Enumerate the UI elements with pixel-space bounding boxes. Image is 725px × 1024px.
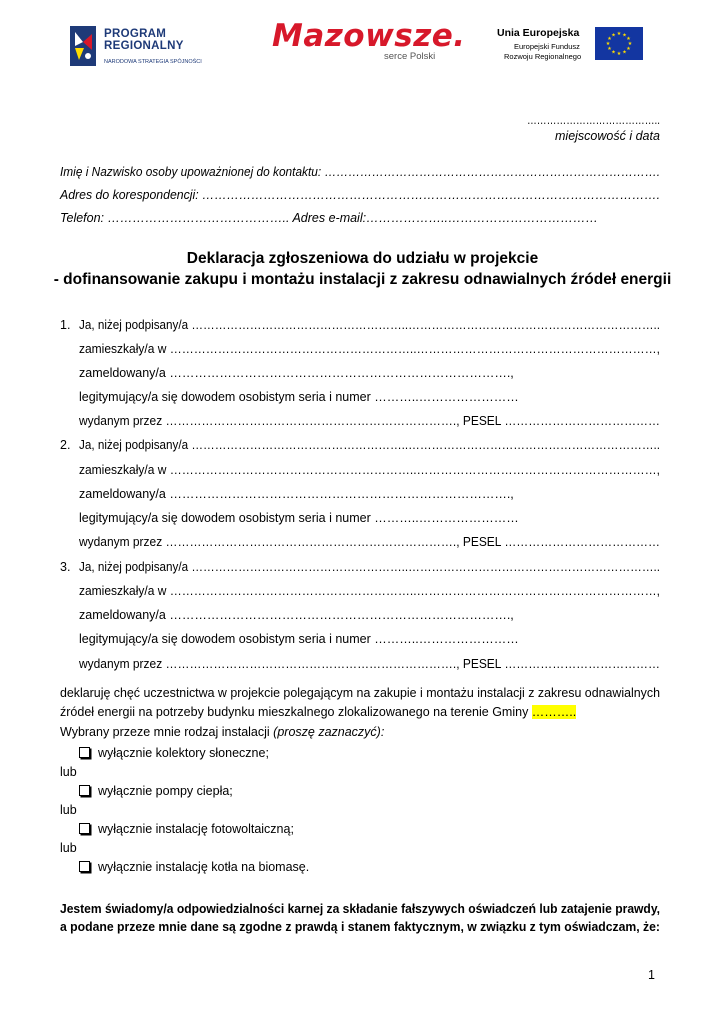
svg-text:★: ★ xyxy=(616,31,622,37)
page-title: Deklaracja zgłoszeniowa do udziału w projekcie xyxy=(186,250,539,267)
eu-fund-line-2: Rozwoju Regionalnego xyxy=(504,52,582,61)
svg-text:★: ★ xyxy=(622,49,627,56)
or-label: lub xyxy=(60,765,77,779)
svg-text:★: ★ xyxy=(605,41,611,47)
person-registered-field[interactable]: zameldowany/a ………………………………………………………………………., xyxy=(79,608,514,622)
person-signed-field[interactable]: Ja, niżej podpisany/a ………………………………………………..……………………………………………………….. xyxy=(79,318,660,332)
program-regionalny-emblem-icon xyxy=(70,26,96,66)
person-issued-pesel-field[interactable]: wydanym przez ………………………………………………………………., PESEL ………………………………… xyxy=(79,414,660,428)
person-resident-field[interactable]: zamieszkały/a w ……………………………………………………..……………………………………………………, xyxy=(79,342,660,356)
checkbox-icon[interactable] xyxy=(79,785,90,796)
person-number: 2. xyxy=(60,438,71,452)
contact-phone-email-field[interactable]: Telefon: …………………………………….. Adres e-mail:………………..……………………………… xyxy=(60,211,599,225)
option-heat-pumps[interactable] xyxy=(79,784,233,798)
person-id-field[interactable]: legitymujący/a się dowodem osobistym seria i numer ………..…………………… xyxy=(79,390,519,404)
svg-text:★: ★ xyxy=(607,36,612,42)
mazowsze-tagline: serce Polski xyxy=(384,51,436,62)
person-issued-pesel-field[interactable]: wydanym przez ………………………………………………………………., PESEL ………………………………… xyxy=(79,657,660,671)
contact-name-field[interactable]: Imię i Nazwisko osoby upoważnionej do kontaktu: …………………………………………………………………………. xyxy=(60,165,660,179)
svg-text:★: ★ xyxy=(611,49,616,56)
eu-flag-icon xyxy=(595,27,643,60)
option-solar-collectors[interactable] xyxy=(79,746,269,760)
checkbox-icon[interactable] xyxy=(79,747,90,758)
declaration-text: źródeł energii na potrzeby budynku mieszkalnego zlokalizowanego na terenie Gminy xyxy=(60,705,532,719)
svg-text:★: ★ xyxy=(622,32,627,39)
page-number: 1 xyxy=(648,968,655,982)
person-number: 3. xyxy=(60,560,71,574)
person-registered-field[interactable]: zameldowany/a ………………………………………………………………………., xyxy=(79,487,514,501)
eu-fund-line: Europejski Fundusz xyxy=(514,42,580,51)
svg-text:★: ★ xyxy=(626,36,631,42)
option-label: wyłącznie instalację kotła na biomasę. xyxy=(98,860,310,874)
mazowsze-logo xyxy=(272,18,466,64)
declaration-line: deklaruję chęć uczestnictwa w projekcie polegającym na zakupie i montażu instalacji z zakresu odnawialnych xyxy=(60,686,660,700)
option-label: wyłącznie kolektory słoneczne; xyxy=(98,746,269,760)
mazowsze-wordmark: Mazowsze. xyxy=(272,18,466,54)
program-subtitle: NARODOWA STRATEGIA SPÓJNOŚCI xyxy=(104,59,202,65)
or-label: lub xyxy=(60,841,77,855)
option-label: wyłącznie pompy ciepła; xyxy=(98,784,233,798)
svg-text:★: ★ xyxy=(616,51,622,57)
or-label: lub xyxy=(60,803,77,817)
person-signed-field[interactable]: Ja, niżej podpisany/a ………………………………………………..……………………………………………………….. xyxy=(79,438,660,452)
svg-text:★: ★ xyxy=(627,41,633,47)
place-date-label: miejscowość i data xyxy=(555,129,660,143)
person-id-field[interactable]: legitymujący/a się dowodem osobistym seria i numer ………..…………………… xyxy=(79,632,519,646)
eu-logo xyxy=(497,26,647,66)
eu-title: Unia Europejska xyxy=(497,27,580,39)
program-regionalny-logo xyxy=(70,24,200,68)
program-label: PROGRAM REGIONALNY xyxy=(104,28,184,52)
option-photovoltaic[interactable] xyxy=(79,822,294,836)
declaration-line-2 xyxy=(60,705,576,719)
choice-hint: (proszę zaznaczyć): xyxy=(273,725,385,739)
installation-choice-label xyxy=(60,725,384,739)
liability-statement-2: a podane przeze mnie dane są zgodne z prawdą i stanem faktycznym, w związku z tym oświadczam, że: xyxy=(60,920,660,934)
place-date-field[interactable]: ………………………………….. xyxy=(527,113,660,127)
option-biomass-boiler[interactable] xyxy=(79,860,309,874)
person-id-field[interactable]: legitymujący/a się dowodem osobistym seria i numer ………..…………………… xyxy=(79,511,519,525)
checkbox-icon[interactable] xyxy=(79,823,90,834)
option-label: wyłącznie instalację fotowoltaiczną; xyxy=(98,822,294,836)
person-registered-field[interactable]: zameldowany/a ………………………………………………………………………., xyxy=(79,366,514,380)
person-signed-field[interactable]: Ja, niżej podpisany/a ………………………………………………..……………………………………………………….. xyxy=(79,560,660,574)
svg-text:★: ★ xyxy=(607,46,612,52)
person-resident-field[interactable]: zamieszkały/a w ……………………………………………………..……………………………………………………, xyxy=(79,584,660,598)
person-number: 1. xyxy=(60,318,71,332)
choice-label: Wybrany przeze mnie rodzaj instalacji xyxy=(60,725,274,739)
svg-text:★: ★ xyxy=(611,32,616,39)
page-subtitle: - dofinansowanie zakupu i montażu instalacji z zakresu odnawialnych źródeł energii xyxy=(53,271,672,288)
liability-statement: Jestem świadomy/a odpowiedzialności karnej za składanie fałszywych oświadczeń lub zatajenie prawdy, xyxy=(60,902,660,916)
person-resident-field[interactable]: zamieszkały/a w ……………………………………………………..……………………………………………………, xyxy=(79,463,660,477)
checkbox-icon[interactable] xyxy=(79,861,90,872)
svg-text:★: ★ xyxy=(626,46,631,52)
person-issued-pesel-field[interactable]: wydanym przez ………………………………………………………………., PESEL ………………………………… xyxy=(79,535,660,549)
gmina-field[interactable]: ……….. xyxy=(531,705,577,719)
contact-address-field[interactable]: Adres do korespondencji: …………………………………………………………………………………………………. xyxy=(60,188,660,202)
